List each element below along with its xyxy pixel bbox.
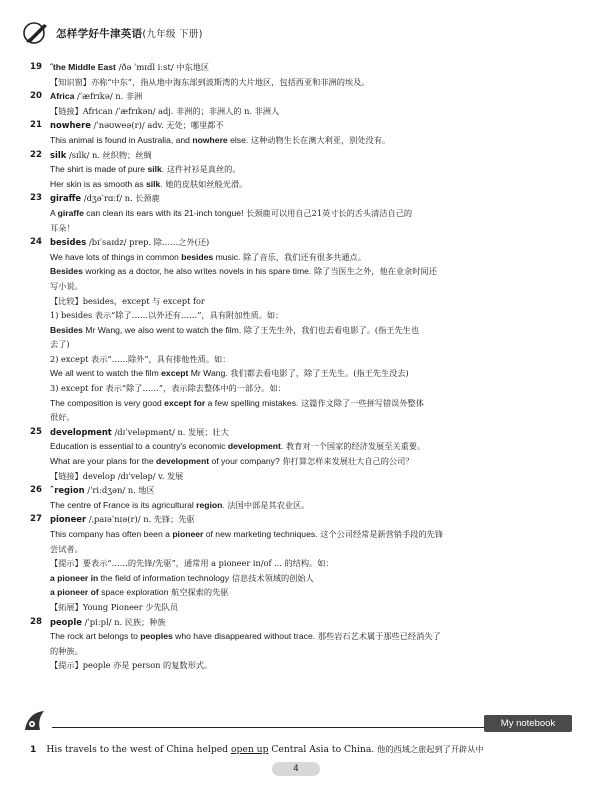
entry-24-rule-1-example-cont: 去了) — [50, 339, 70, 350]
notebook-note-1: 1 His travels to the west of China helped open up Central Asia to China. 他的西域之旅起到了开辟从中 — [30, 744, 484, 755]
entry-24-example-1: We have lots of things in common besides music. 除了音乐，我们还有很多共通点。 — [50, 251, 366, 262]
entry-23: 23 giraffe /dʒəˈrɑːf/ n. 长颈鹿 — [30, 193, 160, 204]
entry-24-rule-2: 2) except 表示“……除外”，具有排他性质。如： — [50, 353, 231, 364]
entry-25-link: 【链接】develop /dɪˈveləp/ v. 发展 — [50, 470, 184, 481]
pen-logo-icon — [22, 20, 52, 46]
entry-27-example-cont: 尝试者。 — [50, 543, 83, 554]
entry-25-example-2: What are your plans for the development of your company? 你打算怎样来发展壮大自己的公司？ — [50, 456, 414, 467]
notebook-label: My notebook — [484, 715, 572, 732]
entry-24: 24 besides /bɪˈsaɪdz/ prep. 除……之外(还) — [30, 237, 210, 248]
entry-28-example: The rock art belongs to peoples who have disappeared without trace. 那些岩石艺术属于那些已经消失了 — [50, 631, 441, 642]
entry-24-rule-2-example: We all went to watch the film except Mr Wang. 我们都去看电影了，除了王先生。(指王先生没去) — [50, 368, 409, 379]
entry-20: 20 Africa /ˈæfrɪkə/ n. 非洲 — [30, 91, 143, 102]
vocabulary-content — [30, 60, 570, 673]
entry-27-extension: 【拓展】Young Pioneer 少先队员 — [50, 601, 179, 612]
entry-26: 26 ˆregion /ˈriːdʒən/ n. 地区 — [30, 485, 155, 496]
book-title: 怎样学好牛津英语(九年级 下册) — [56, 28, 203, 40]
underlined-phrase: open up — [230, 744, 269, 755]
entry-24-rule-3: 3) except for 表示“除了……”，表示除去整体中的一部分。如： — [50, 383, 286, 394]
entry-27-phrase-2: a pioneer of space exploration 航空探索的先驱 — [50, 587, 229, 598]
entry-27-example: This company has often been a pioneer of new marketing techniques. 这个公司经常是新营销手段的先锋 — [50, 529, 444, 539]
entry-28-hint: 【提示】people 亦是 person 的复数形式。 — [50, 660, 213, 671]
notebook-divider — [52, 727, 512, 728]
notebook-mascot-icon — [22, 708, 50, 734]
entry-23-example: A giraffe can clean its ears with its 21-inch tongue! 长颈鹿可以用自己21英寸长的舌头清洁自己的 — [50, 207, 413, 218]
entry-21: 21 nowhere /ˈnəʊweə(r)/ adv. 无处；哪里都不 — [30, 120, 224, 131]
entry-24-rule-3-example-cont: 很好。 — [50, 412, 75, 423]
book-grade: (九年级 下册) — [142, 29, 203, 40]
entry-26-example: The centre of France is its agricultural region. 法国中部是其农业区。 — [50, 499, 310, 510]
entry-24-rule-1: 1) besides 表示“除了……以外还有……”，具有附加性质。如： — [50, 310, 284, 321]
entry-19-note: 【知识窗】亦称“中东”，指从地中海东部到波斯湾的大片地区，包括西亚和非洲的埃及。 — [50, 76, 370, 87]
entry-24-example-2: Besides working as a doctor, he also writes novels in his spare time. 除了当医生之外，他在业余时间还 — [50, 266, 437, 277]
entry-28-example-cont: 的种族。 — [50, 645, 83, 656]
entry-25-example-1: Education is essential to a country's economic development. 教育对一个国家的经济发展至关重要。 — [50, 441, 426, 452]
entry-22-example-2: Her skin is as smooth as silk. 她的皮肤如丝般光滑。 — [50, 178, 248, 189]
entry-27-hint: 【提示】要表示“……的先锋/先驱”，通常用 a pioneer in/of ... 的结构。如： — [50, 558, 334, 569]
entry-24-rule-3-example: The composition is very good except for a few spelling mistakes. 这篇作文除了一些拼写错误外整体 — [50, 397, 424, 408]
entry-23-example-cont: 耳朵！ — [50, 222, 75, 233]
entry-19: 19 ˆthe Middle East /ðə ˈmɪdl iːst/ 中东地区 — [30, 62, 210, 72]
entry-25: 25 development /dɪˈveləpmənt/ n. 发展；壮大 — [30, 426, 229, 437]
entry-21-example: This animal is found in Australia, and nowhere else. 这种动物生长在澳大利亚，别处没有。 — [50, 134, 391, 145]
page-number: 4 — [272, 762, 320, 776]
entry-27: 27 pioneer /ˌpaɪəˈnɪə(r)/ n. 先锋；先驱 — [30, 514, 195, 525]
entry-27-phrase-1: a pioneer in the field of information technology 信息技术领域的创始人 — [50, 572, 314, 583]
entry-24-example-2-cont: 写小说。 — [50, 280, 83, 291]
entry-22-example-1: The shirt is made of pure silk. 这件衬衫是真丝的。 — [50, 164, 241, 175]
entry-24-compare: 【比较】besides，except 与 except for — [50, 295, 205, 306]
notebook-band — [22, 712, 572, 734]
entry-20-link: 【链接】African /ˈæfrɪkən/ adj. 非洲的；非洲人的 n. 非洲人 — [50, 105, 280, 116]
entry-28: 28 people /ˈpiːpl/ n. 民族；种族 — [30, 616, 166, 627]
entry-22: 22 silk /sɪlk/ n. 丝织物；丝绸 — [30, 149, 152, 160]
entry-24-rule-1-example: Besides Mr Wang, we also went to watch the film. 除了王先生外，我们也去看电影了。(指王先生也 — [50, 324, 420, 335]
page-header — [22, 20, 582, 46]
